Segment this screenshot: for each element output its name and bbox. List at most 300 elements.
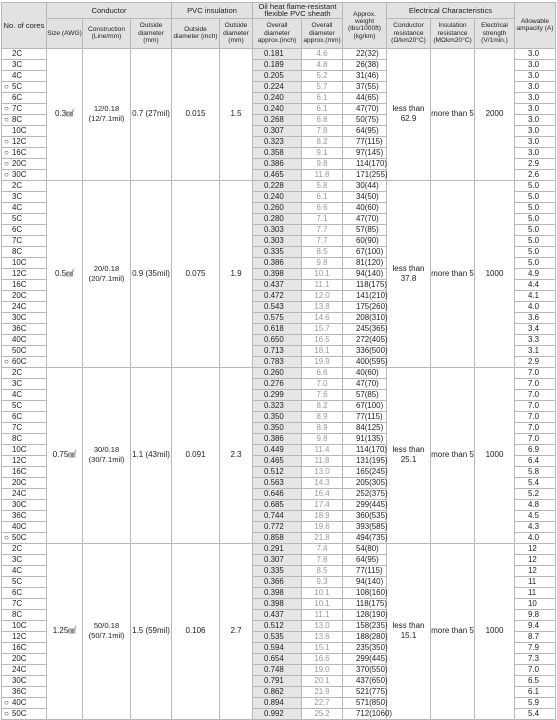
cores-cell [2,92,47,103]
overall-diameter-mm: 19.6 [302,521,343,532]
overall-diameter-inch: 0.858 [253,532,302,543]
header-electrical-strength: Electrical strength (V/1min.) [475,18,515,48]
overall-diameter-mm: 9.1 [302,147,343,158]
cores-cell [2,103,47,114]
weight-cell: 131(195) [343,455,387,466]
overall-diameter-mm: 4.8 [302,59,343,70]
overall-diameter-inch: 0.449 [253,444,302,455]
overall-diameter-mm: 7.8 [302,554,343,565]
cores-cell [2,686,47,697]
cores-value: 40C [12,522,27,532]
overall-diameter-inch: 0.398 [253,268,302,279]
table-row [2,48,556,59]
overall-diameter-inch: 0.618 [253,323,302,334]
overall-diameter-inch: 0.465 [253,455,302,466]
option-marker: ○ [4,115,9,125]
weight-cell: 84(125) [343,422,387,433]
overall-diameter-mm: 7.7 [302,224,343,235]
cores-value: 16C [12,643,27,653]
cores-cell [2,477,47,488]
insulation-resistance-cell: more than 5 [431,48,475,180]
ampacity-cell: 9.4 [515,620,556,631]
overall-diameter-inch: 0.646 [253,488,302,499]
table-row [2,543,556,554]
cores-value: 40C [12,335,27,345]
conductor-resistance-cell: less than 62.9 [387,48,431,180]
cable-spec-sheet [1,2,556,720]
weight-cell: 299(445) [343,499,387,510]
header-ampacity: Allowable ampacity (A) [515,3,556,49]
cores-cell [2,235,47,246]
overall-diameter-mm: 9.3 [302,576,343,587]
overall-diameter-mm: 16.4 [302,488,343,499]
ampacity-cell: 6.4 [515,455,556,466]
ampacity-cell: 5.8 [515,466,556,477]
cores-value: 20C [12,478,27,488]
option-marker: ○ [4,82,9,92]
cores-cell [2,147,47,158]
weight-cell: 188(280) [343,631,387,642]
cores-cell [2,191,47,202]
overall-diameter-inch: 0.350 [253,411,302,422]
cores-cell [2,81,47,92]
overall-diameter-inch: 0.512 [253,620,302,631]
ampacity-cell: 4.0 [515,532,556,543]
overall-diameter-mm: 7.6 [302,389,343,400]
overall-diameter-inch: 0.713 [253,345,302,356]
cores-value: 20C [12,159,27,169]
overall-diameter-inch: 0.748 [253,664,302,675]
electrical-strength-cell: 1000 [475,367,515,543]
overall-diameter-inch: 0.189 [253,59,302,70]
overall-diameter-mm: 6.1 [302,103,343,114]
overall-diameter-inch: 0.783 [253,356,302,367]
option-marker: ○ [4,148,9,158]
overall-diameter-mm: 11.4 [302,444,343,455]
overall-diameter-inch: 0.260 [253,202,302,213]
cores-value: 24C [12,489,27,499]
weight-cell: 47(70) [343,103,387,114]
cores-value: 60C [12,357,27,367]
cores-value: 20C [12,291,27,301]
cores-value: 2C [12,368,23,378]
weight-cell: 571(850) [343,697,387,708]
weight-cell: 521(775) [343,686,387,697]
weight-cell: 165(245) [343,466,387,477]
overall-diameter-inch: 0.472 [253,290,302,301]
ampacity-cell: 5.4 [515,708,556,719]
weight-cell: 118(175) [343,279,387,290]
weight-cell: 77(115) [343,136,387,147]
header-size: Size (AWG) [47,18,83,48]
cores-cell [2,422,47,433]
cores-cell [2,158,47,169]
cores-value: 5C [12,577,23,587]
overall-diameter-mm: 18.1 [302,345,343,356]
cores-value: 10C [12,621,27,631]
overall-diameter-mm: 22.7 [302,697,343,708]
cores-value: 16C [12,280,27,290]
option-marker: ○ [4,104,9,114]
overall-diameter-mm: 6.6 [302,202,343,213]
overall-diameter-inch: 0.465 [253,169,302,180]
overall-diameter-inch: 0.386 [253,158,302,169]
overall-diameter-inch: 0.323 [253,400,302,411]
overall-diameter-mm: 21.8 [302,532,343,543]
ampacity-cell: 5.9 [515,697,556,708]
weight-cell: 336(500) [343,345,387,356]
weight-cell: 235(350) [343,642,387,653]
cores-cell [2,48,47,59]
overall-diameter-inch: 0.594 [253,642,302,653]
overall-diameter-mm: 7.8 [302,125,343,136]
overall-diameter-inch: 0.512 [253,466,302,477]
cores-cell [2,664,47,675]
cores-value: 10C [12,445,27,455]
overall-diameter-mm: 7.4 [302,543,343,554]
ampacity-cell: 4.9 [515,268,556,279]
ampacity-cell: 5.0 [515,191,556,202]
weight-cell: 81(120) [343,257,387,268]
option-marker: ○ [4,533,9,543]
cores-value: 10C [12,258,27,268]
overall-diameter-inch: 0.386 [253,257,302,268]
overall-diameter-mm: 5.7 [302,81,343,92]
header-sheath: Oil heat flame-resistant flexible PVC sheath [253,3,343,19]
weight-cell: 712(1060) [343,708,387,719]
table-row [2,367,556,378]
overall-diameter-mm: 9.8 [302,158,343,169]
header-pvc-od-inch: Outside diameter (inch) [172,18,220,48]
cores-value: 36C [12,687,27,697]
cores-cell [2,532,47,543]
overall-diameter-mm: 19.9 [302,356,343,367]
header-insulation-resistance: Insulation resistance (MΩkm20°C) [431,18,475,48]
cores-cell [2,224,47,235]
weight-cell: 22(32) [343,48,387,59]
cores-value: 6C [12,588,23,598]
overall-diameter-mm: 15.1 [302,642,343,653]
cores-cell [2,488,47,499]
ampacity-cell: 5.0 [515,246,556,257]
cores-value: 2C [12,181,23,191]
cores-value: 6C [12,412,23,422]
header-outside-diameter: Outside diameter (mm) [131,18,172,48]
cores-value: 2C [12,49,23,59]
insulation-resistance-cell: more than 5 [431,543,475,719]
overall-diameter-mm: 8.9 [302,422,343,433]
overall-diameter-inch: 0.437 [253,279,302,290]
weight-cell: 299(445) [343,653,387,664]
ampacity-cell: 4.1 [515,290,556,301]
header-conductor: Conductor [47,3,172,19]
cores-cell [2,499,47,510]
ampacity-cell: 5.4 [515,477,556,488]
overall-diameter-mm: 13.6 [302,631,343,642]
cores-value: 36C [12,324,27,334]
cores-value: 30C [12,676,27,686]
cores-cell [2,675,47,686]
cores-cell [2,246,47,257]
overall-diameter-inch: 0.654 [253,653,302,664]
cores-value: 12C [12,137,27,147]
weight-cell: 400(595) [343,356,387,367]
overall-diameter-inch: 0.335 [253,565,302,576]
option-marker: ○ [4,170,9,180]
pvc-od-inch-cell: 0.075 [172,180,220,367]
size-cell: 0.75㎟ [47,367,83,543]
cores-cell [2,180,47,191]
cable-spec-table [1,2,556,720]
cores-value: 16C [12,148,27,158]
overall-diameter-inch: 0.181 [253,48,302,59]
size-cell: 0.5㎟ [47,180,83,367]
header-overall-mm: Overall diameter approx.(mm) [302,18,343,48]
cores-cell [2,378,47,389]
weight-cell: 171(255) [343,169,387,180]
weight-cell: 64(95) [343,125,387,136]
overall-diameter-mm: 11.8 [302,169,343,180]
conductor-resistance-cell: less than 25.1 [387,367,431,543]
ampacity-cell: 7.0 [515,411,556,422]
ampacity-cell: 7.0 [515,664,556,675]
construction-cell: 20/0.18 (20/7.1mil) [83,180,131,367]
overall-diameter-mm: 7.1 [302,213,343,224]
overall-diameter-mm: 15.7 [302,323,343,334]
header-pvc-od-mm: Outside diameter (mm) [220,18,253,48]
ampacity-cell: 4.5 [515,510,556,521]
cores-value: 2C [12,544,23,554]
ampacity-cell: 6.1 [515,686,556,697]
cores-cell [2,444,47,455]
header-conductor-resistance: Conductor resistance (Ω/km20°C) [387,18,431,48]
ampacity-cell: 3.3 [515,334,556,345]
cores-value: 3C [12,555,23,565]
ampacity-cell: 8.7 [515,631,556,642]
weight-cell: 57(85) [343,389,387,400]
cores-value: 16C [12,467,27,477]
overall-diameter-inch: 0.744 [253,510,302,521]
overall-diameter-inch: 0.535 [253,631,302,642]
cores-value: 12C [12,456,27,466]
weight-cell: 67(100) [343,246,387,257]
size-cell: 1.25㎟ [47,543,83,719]
cores-value: 12C [12,632,27,642]
cores-value: 12C [12,269,27,279]
overall-diameter-inch: 0.280 [253,213,302,224]
weight-cell: 118(175) [343,598,387,609]
overall-diameter-inch: 0.307 [253,554,302,565]
ampacity-cell: 12 [515,543,556,554]
ampacity-cell: 7.0 [515,400,556,411]
cores-cell [2,169,47,180]
overall-diameter-mm: 6.1 [302,92,343,103]
overall-diameter-mm: 8.2 [302,400,343,411]
conductor-od-cell: 1.5 (59mil) [131,543,172,719]
ampacity-cell: 7.3 [515,653,556,664]
overall-diameter-mm: 8.5 [302,246,343,257]
cores-cell [2,554,47,565]
cores-value: 50C [12,346,27,356]
overall-diameter-mm: 8.2 [302,136,343,147]
weight-cell: 158(235) [343,620,387,631]
conductor-od-cell: 0.9 (35mil) [131,180,172,367]
overall-diameter-inch: 0.303 [253,235,302,246]
conductor-od-cell: 1.1 (43mil) [131,367,172,543]
cores-value: 8C [12,434,23,444]
construction-cell: 30/0.18 (30/7.1mil) [83,367,131,543]
weight-cell: 393(585) [343,521,387,532]
overall-diameter-mm: 5.2 [302,70,343,81]
overall-diameter-inch: 0.276 [253,378,302,389]
overall-diameter-inch: 0.228 [253,180,302,191]
cores-value: 36C [12,511,27,521]
table-row [2,180,556,191]
cores-cell [2,257,47,268]
weight-cell: 60(90) [343,235,387,246]
overall-diameter-inch: 0.358 [253,147,302,158]
cores-cell [2,202,47,213]
cores-value: 7C [12,104,23,114]
weight-cell: 34(50) [343,191,387,202]
electrical-strength-cell: 1000 [475,180,515,367]
weight-cell: 97(145) [343,147,387,158]
cores-cell [2,323,47,334]
cores-cell [2,114,47,125]
weight-cell: 26(38) [343,59,387,70]
overall-diameter-inch: 0.437 [253,609,302,620]
overall-diameter-mm: 9.8 [302,257,343,268]
cores-cell [2,389,47,400]
ampacity-cell: 4.4 [515,279,556,290]
overall-diameter-inch: 0.791 [253,675,302,686]
ampacity-cell: 11 [515,576,556,587]
ampacity-cell: 7.0 [515,422,556,433]
table-body [2,48,556,719]
ampacity-cell: 3.0 [515,136,556,147]
pvc-od-inch-cell: 0.106 [172,543,220,719]
ampacity-cell: 3.0 [515,59,556,70]
overall-diameter-mm: 21.9 [302,686,343,697]
overall-diameter-mm: 10.1 [302,587,343,598]
weight-cell: 30(44) [343,180,387,191]
cores-cell [2,642,47,653]
ampacity-cell: 3.0 [515,147,556,158]
cores-cell [2,59,47,70]
cores-value: 8C [12,247,23,257]
overall-diameter-mm: 13.0 [302,466,343,477]
weight-cell: 128(190) [343,609,387,620]
cores-value: 8C [12,115,23,125]
cores-cell [2,653,47,664]
insulation-resistance-cell: more than 5 [431,180,475,367]
cores-value: 7C [12,423,23,433]
ampacity-cell: 6.5 [515,675,556,686]
cores-cell [2,301,47,312]
weight-cell: 94(140) [343,576,387,587]
cores-cell [2,609,47,620]
overall-diameter-mm: 6.8 [302,114,343,125]
ampacity-cell: 5.0 [515,213,556,224]
cores-value: 30C [12,313,27,323]
overall-diameter-mm: 7.0 [302,378,343,389]
cores-cell [2,598,47,609]
construction-cell: 50/0.18 (50/7.1mil) [83,543,131,719]
ampacity-cell: 3.0 [515,48,556,59]
overall-diameter-inch: 0.386 [253,433,302,444]
pvc-od-inch-cell: 0.015 [172,48,220,180]
overall-diameter-inch: 0.303 [253,224,302,235]
cores-cell [2,433,47,444]
overall-diameter-mm: 19.0 [302,664,343,675]
cores-cell [2,411,47,422]
overall-diameter-inch: 0.862 [253,686,302,697]
ampacity-cell: 5.2 [515,488,556,499]
ampacity-cell: 5.0 [515,202,556,213]
overall-diameter-inch: 0.307 [253,125,302,136]
option-marker: ○ [4,159,9,169]
cores-cell [2,290,47,301]
header-overall-inch: Overall diameter approx.(inch) [253,18,302,48]
weight-cell: 437(650) [343,675,387,686]
weight-cell: 245(365) [343,323,387,334]
overall-diameter-inch: 0.268 [253,114,302,125]
overall-diameter-mm: 13.8 [302,301,343,312]
overall-diameter-inch: 0.543 [253,301,302,312]
overall-diameter-inch: 0.335 [253,246,302,257]
overall-diameter-mm: 11.1 [302,609,343,620]
cores-value: 3C [12,379,23,389]
cores-cell [2,334,47,345]
pvc-od-mm-cell: 2.3 [220,367,253,543]
cores-value: 5C [12,401,23,411]
ampacity-cell: 3.0 [515,103,556,114]
cores-cell [2,345,47,356]
overall-diameter-inch: 0.992 [253,708,302,719]
weight-cell: 57(85) [343,224,387,235]
ampacity-cell: 11 [515,587,556,598]
overall-diameter-mm: 16.6 [302,653,343,664]
cores-value: 24C [12,302,27,312]
pvc-od-inch-cell: 0.091 [172,367,220,543]
cores-cell [2,576,47,587]
weight-cell: 67(100) [343,400,387,411]
cores-cell [2,510,47,521]
cores-cell [2,400,47,411]
weight-cell: 360(535) [343,510,387,521]
cores-value: 3C [12,192,23,202]
ampacity-cell: 7.0 [515,378,556,389]
cores-value: 3C [12,60,23,70]
overall-diameter-inch: 0.563 [253,477,302,488]
cores-value: 4C [12,566,23,576]
cores-cell [2,620,47,631]
overall-diameter-inch: 0.398 [253,587,302,598]
cores-cell [2,312,47,323]
overall-diameter-inch: 0.299 [253,389,302,400]
ampacity-cell: 3.0 [515,81,556,92]
weight-cell: 40(60) [343,202,387,213]
overall-diameter-mm: 11.8 [302,455,343,466]
overall-diameter-inch: 0.240 [253,92,302,103]
ampacity-cell: 4.0 [515,301,556,312]
overall-diameter-mm: 14.3 [302,477,343,488]
overall-diameter-mm: 20.1 [302,675,343,686]
ampacity-cell: 3.6 [515,312,556,323]
weight-cell: 77(115) [343,411,387,422]
cores-cell [2,356,47,367]
overall-diameter-mm: 10.1 [302,268,343,279]
